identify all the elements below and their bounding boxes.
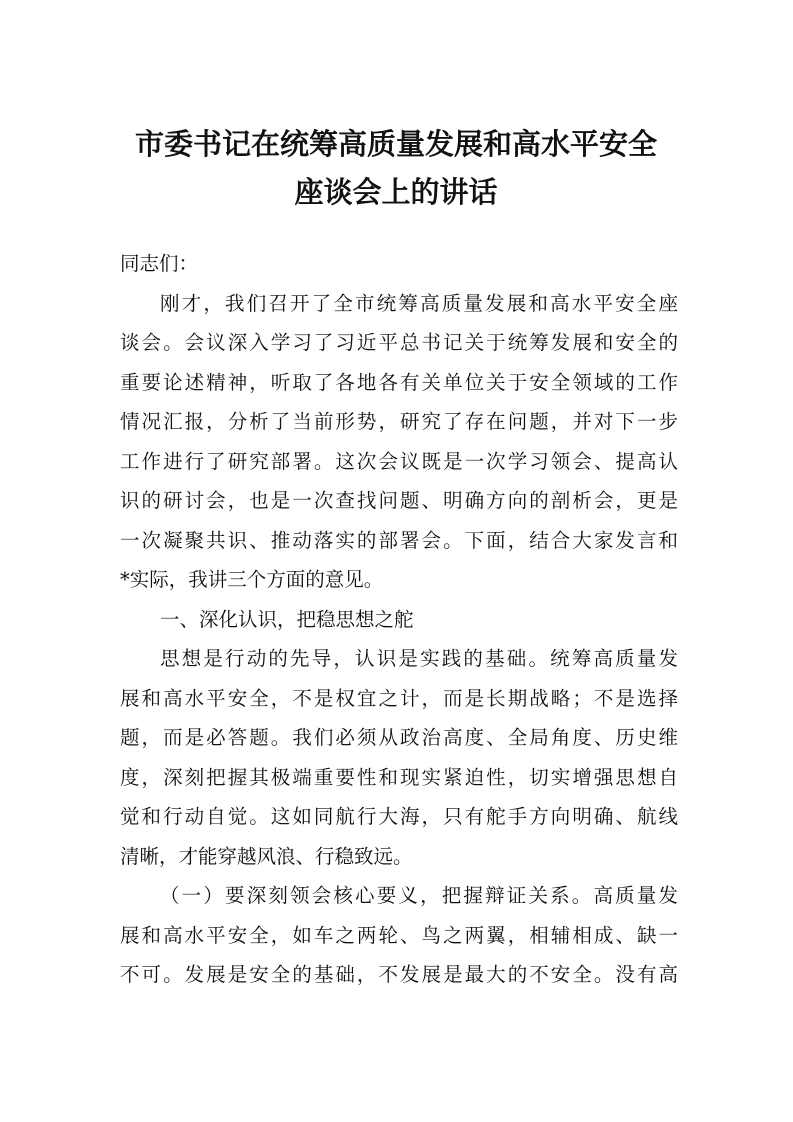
section-heading: 一、深化认识，把稳思想之舵 xyxy=(160,607,414,631)
body-line: 工作进行了研究部署。这次会议既是一次学习领会、提高认 xyxy=(120,449,678,473)
body-line: 思想是行动的先导，认识是实践的基础。统筹高质量发 xyxy=(160,647,678,670)
body-line: 识的研讨会，也是一次查找问题、明确方向的剖析会，更是 xyxy=(120,489,678,512)
body-line: 清晰，才能穿越风浪、行稳致远。 xyxy=(120,844,413,868)
body-line: 觉和行动自觉。这如同航行大海，只有舵手方向明确、航线 xyxy=(120,805,678,828)
document-body xyxy=(120,244,678,995)
document-title-line-2: 座谈会上的讲话 xyxy=(294,175,498,209)
body-line: 不可。发展是安全的基础，不发展是最大的不安全。没有高 xyxy=(120,963,678,986)
body-line: 重要论述精神，听取了各地各有关单位关于安全领域的工作 xyxy=(120,370,678,394)
body-line: 题，而是必答题。我们必须从政治高度、全局角度、历史维 xyxy=(120,726,678,749)
body-line: *实际，我讲三个方面的意见。 xyxy=(120,568,384,591)
body-line: （一）要深刻领会核心要义，把握辩证关系。高质量发 xyxy=(160,884,678,907)
body-line: 刚才，我们召开了全市统筹高质量发展和高水平安全座 xyxy=(160,291,678,315)
document-title-line-1: 市委书记在统筹高质量发展和高水平安全 xyxy=(134,127,657,161)
body-line: 展和高水平安全，不是权宜之计，而是长期战略；不是选择 xyxy=(120,686,678,710)
body-line: 情况汇报，分析了当前形势，研究了存在问题，并对下一步 xyxy=(120,410,678,433)
body-line: 度，深刻把握其极端重要性和现实紧迫性，切实增强思想自 xyxy=(120,765,678,789)
body-line: 展和高水平安全，如车之两轮、鸟之两翼，相辅相成、缺一 xyxy=(120,923,678,947)
body-line: 一次凝聚共识、推动落实的部署会。下面，结合大家发言和 xyxy=(120,528,678,552)
salutation: 同志们： xyxy=(120,252,199,275)
body-line: 谈会。会议深入学习了习近平总书记关于统筹发展和安全的 xyxy=(120,331,678,354)
